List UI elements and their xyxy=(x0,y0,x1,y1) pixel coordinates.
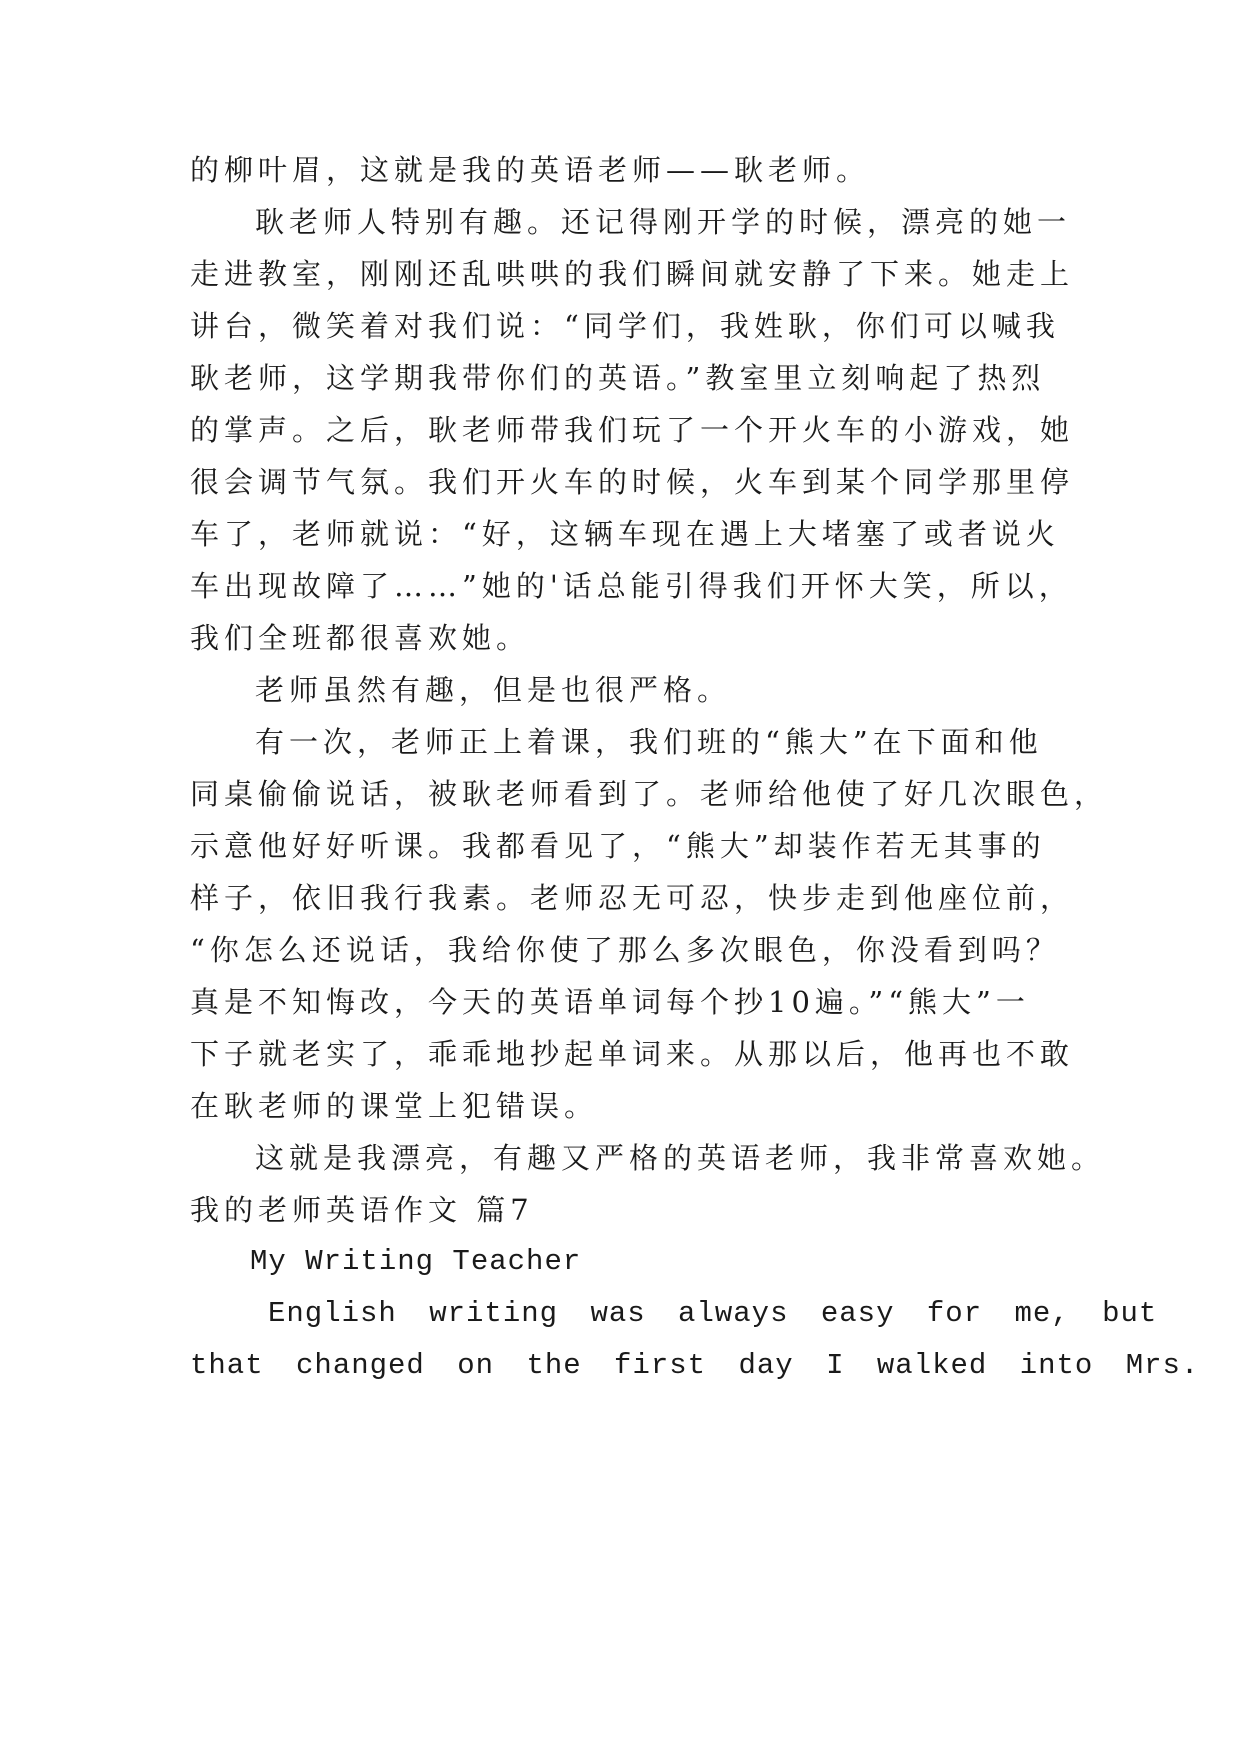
paragraph-line: 这就是我漂亮，有趣又严格的英语老师，我非常喜欢她。 xyxy=(255,1141,1106,1175)
paragraph-line: 走进教室，刚刚还乱哄哄的我们瞬间就安静了下来。她走上 xyxy=(190,257,1075,291)
paragraph-line: 示意他好好听课。我都看见了，“熊大”却装作若无其事的 xyxy=(190,829,1046,863)
paragraph-line: that changed on the first day I walked into Mrs. xyxy=(190,1349,1200,1382)
paragraph-line: 样子，依旧我行我素。老师忍无可忍，快步走到他座位前， xyxy=(190,881,1075,915)
paragraph-line: 有一次，老师正上着课，我们班的“熊大”在下面和他 xyxy=(255,725,1043,759)
paragraph-line: 很会调节气氛。我们开火车的时候，火车到某个同学那里停 xyxy=(190,465,1075,499)
paragraph-line: 耿老师，这学期我带你们的英语。”教室里立刻响起了热烈 xyxy=(190,361,1046,395)
paragraph-line: 我们全班都很喜欢她。 xyxy=(190,621,531,655)
paragraph-line: 真是不知悔改，今天的英语单词每个抄10遍。”“熊大”一 xyxy=(190,985,1030,1019)
paragraph-line: 的掌声。之后，耿老师带我们玩了一个开火车的小游戏，她 xyxy=(190,413,1075,447)
paragraph-line: 老师虽然有趣，但是也很严格。 xyxy=(255,673,732,707)
paragraph-line: 讲台，微笑着对我们说：“同学们，我姓耿，你们可以喊我 xyxy=(190,309,1060,343)
paragraph-line: 车了，老师就说：“好，这辆车现在遇上大堵塞了或者说火 xyxy=(190,517,1060,551)
paragraph-line: 车出现故障了……”她的'话总能引得我们开怀大笑，所以， xyxy=(190,569,1073,603)
essay-title: My Writing Teacher xyxy=(250,1245,582,1278)
paragraph-line: English writing was always easy for me, but xyxy=(268,1297,1158,1330)
paragraph-line: 耿老师人特别有趣。还记得刚开学的时候，漂亮的她一 xyxy=(255,205,1072,239)
paragraph-line: 同桌偷偷说话，被耿老师看到了。老师给他使了好几次眼色， xyxy=(190,777,1109,811)
paragraph-line: 下子就老实了，乖乖地抄起单词来。从那以后，他再也不敢 xyxy=(190,1037,1075,1071)
paragraph-line: “你怎么还说话，我给你使了那么多次眼色，你没看到吗？ xyxy=(190,933,1060,967)
paragraph-line: 在耿老师的课堂上犯错误。 xyxy=(190,1089,599,1123)
section-heading: 我的老师英语作文 篇7 xyxy=(190,1193,534,1227)
paragraph-line: 的柳叶眉，这就是我的英语老师——耿老师。 xyxy=(190,153,871,187)
